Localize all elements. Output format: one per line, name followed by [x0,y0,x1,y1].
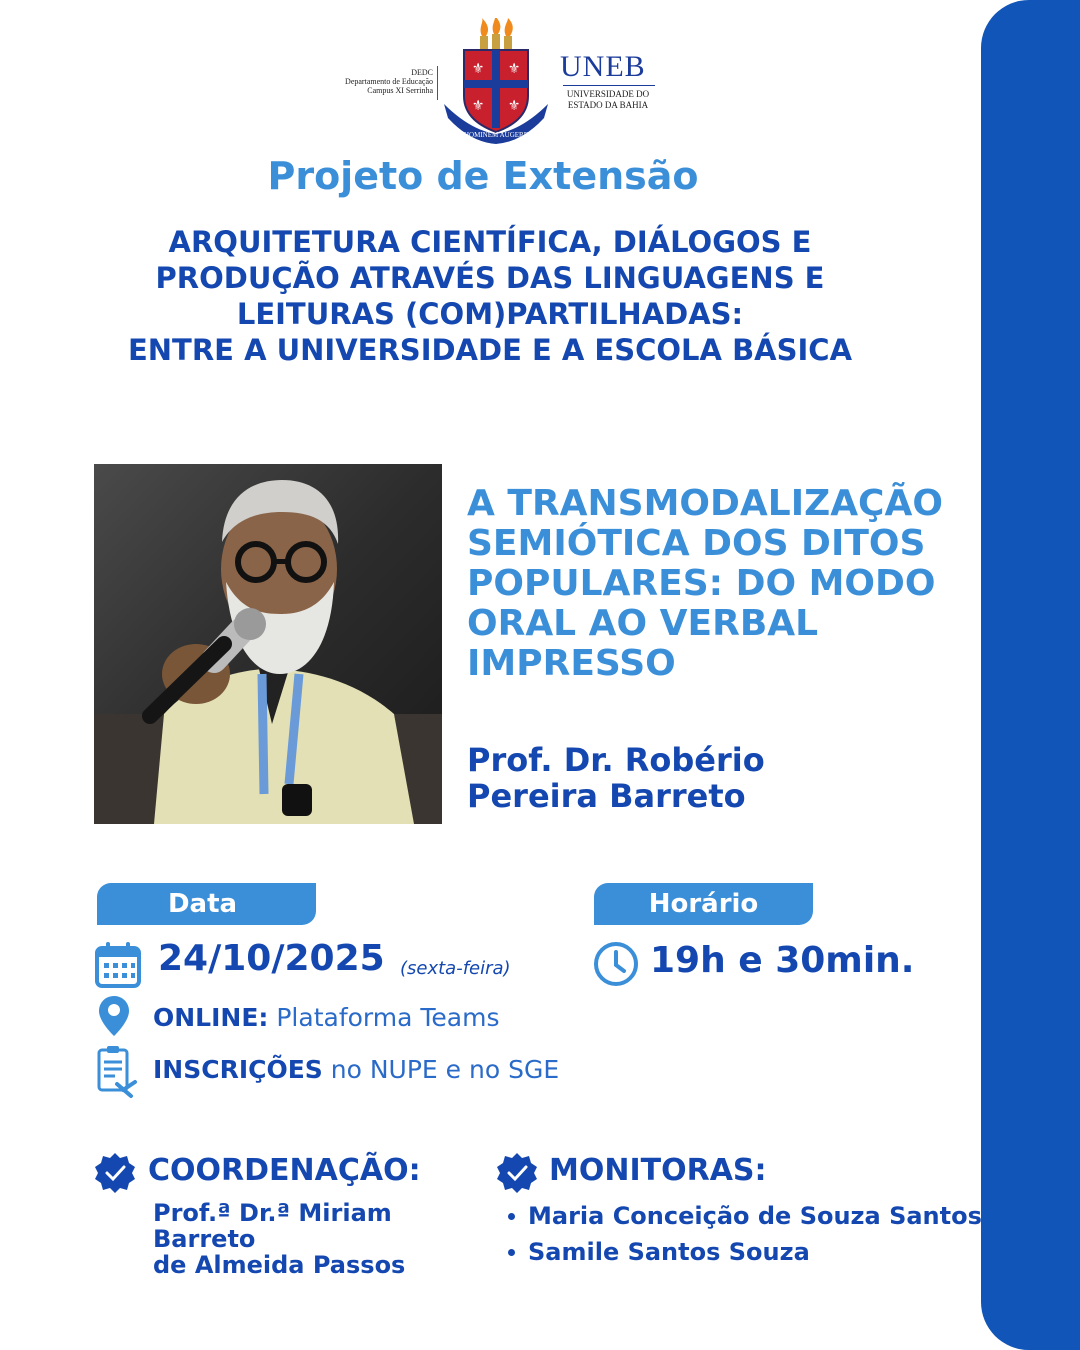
university-line: UNIVERSIDADE DO [566,89,650,99]
registration-form-icon [95,1044,137,1100]
side-accent-band [981,0,1080,1350]
time-tag: Horário [594,883,813,925]
talk-title: A TRANSMODALIZAÇÃO SEMIÓTICA DOS DITOS POPULARES: DO MODO ORAL AO VERBAL IMPRESSO [467,483,943,684]
list-item: Maria Conceição de Souza Santos [508,1198,982,1234]
registration-info [153,1055,559,1084]
clock-icon [593,941,639,987]
university-crest-logo [440,18,552,144]
monitors-heading: MONITORAS: [549,1153,767,1188]
project-title: ARQUITETURA CIENTÍFICA, DIÁLOGOS E PRODUÇÃO ATRAVÉS DAS LINGUAGENS E LEITURAS (COM)PARTILHADAS: ENTRE A UNIVERSIDADE E A ESCOLA BÁSICA [127,225,853,367]
calendar-icon [94,941,142,989]
university-line: ESTADO DA BAHIA [567,100,649,110]
divider [563,85,655,86]
event-time: 19h e 30min. [650,940,915,981]
online-value: Plataforma Teams [276,1003,500,1032]
university-name: UNEB [560,50,646,83]
department-label [315,68,433,95]
monitors-list [508,1198,982,1270]
dept-line: Departamento de Educação [345,77,433,86]
divider [437,66,438,100]
coordination-heading: COORDENAÇÃO: [148,1153,421,1188]
speaker-photo [94,464,442,824]
verified-badge-icon [94,1152,136,1194]
crest-motto: HOMINEM AUGERE [464,131,528,139]
svg-text:⚜: ⚜ [507,61,521,77]
registration-label: INSCRIÇÕES [153,1055,323,1084]
svg-text:⚜: ⚜ [507,98,521,114]
university-full-name [558,89,658,111]
speaker-name: Prof. Dr. Robério Pereira Barreto [467,741,765,815]
online-info [153,1003,499,1032]
online-label: ONLINE: [153,1003,269,1032]
event-date: 24/10/2025 [158,938,385,979]
list-item: Samile Santos Souza [508,1234,982,1270]
verified-badge-icon [496,1152,538,1194]
dept-line: Campus XI Serrinha [367,86,433,95]
svg-text:⚜: ⚜ [471,98,485,114]
registration-value: no NUPE e no SGE [330,1055,560,1084]
svg-text:⚜: ⚜ [471,61,485,77]
project-kicker: Projeto de Extensão [267,154,699,198]
date-tag: Data [97,883,316,925]
location-pin-icon [97,994,131,1038]
event-weekday: (sexta-feira) [400,958,511,979]
coordinator-name: Prof.ª Dr.ª Miriam Barreto de Almeida Passos [153,1199,406,1279]
dept-line: DEDC [411,68,433,77]
